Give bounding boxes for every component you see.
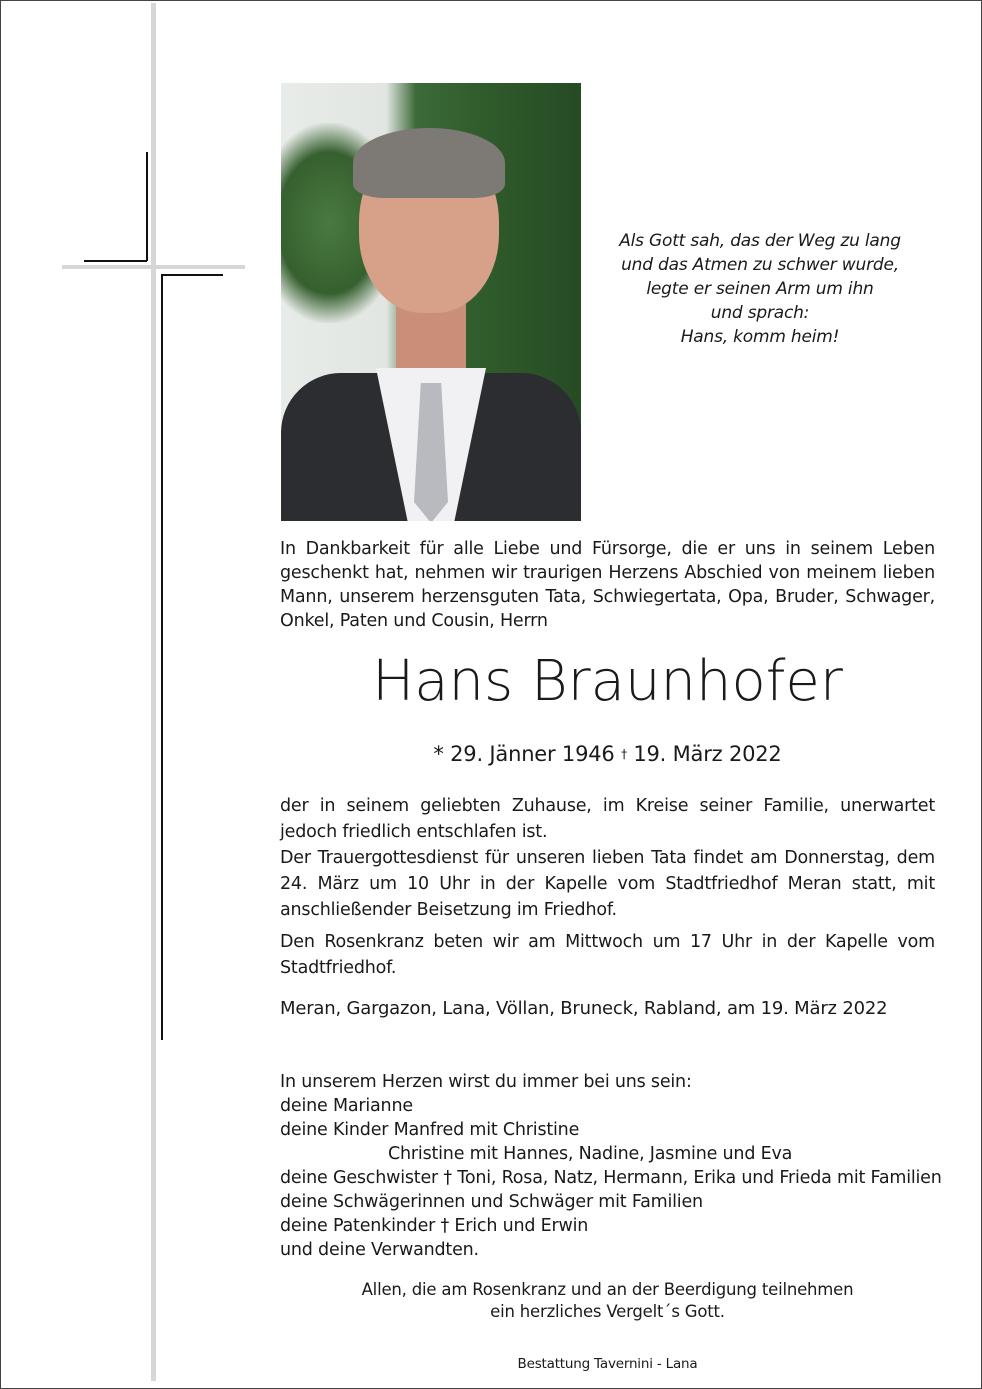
quote-line: und sprach:	[710, 303, 810, 323]
mourner-line: deine Patenkinder † Erich und Erwin	[280, 1216, 589, 1236]
quote-line: Hans, komm heim!	[680, 327, 840, 347]
portrait-photo	[281, 83, 581, 521]
quote-line: und das Atmen zu schwer wurde,	[621, 255, 899, 275]
service-details	[280, 793, 935, 981]
memorial-quote	[590, 229, 930, 349]
mourner-line: deine Marianne	[280, 1096, 413, 1116]
death-cross-mark: †	[621, 747, 627, 761]
life-dates	[280, 740, 935, 768]
passing-text: der in seinem geliebten Zuhause, im Kreise seiner Familie, unerwartet jedoch friedlich entschlafen ist.	[280, 796, 935, 842]
mourner-line: Christine mit Hannes, Nadine, Jasmine und Eva	[388, 1144, 793, 1164]
funeral-service-text: Der Trauergottesdienst für unseren lieben Tata findet am Donnerstag, dem 24. März um 10 Uhr in der Kapelle vom Stadtfriedhof Meran statt, mit anschließender Beisetzung im Friedhof.	[280, 848, 935, 920]
death-date: 19. März 2022	[633, 742, 782, 766]
thanks-line: Allen, die am Rosenkranz und an der Beerdigung teilnehmen	[361, 1280, 854, 1299]
thanks-note	[280, 1279, 935, 1323]
rosary-text: Den Rosenkranz beten wir am Mittwoch um 17 Uhr in der Kapelle vom Stadtfriedhof.	[280, 932, 935, 978]
deceased-name: Hans Braunhofer	[372, 649, 843, 714]
mourner-line: deine Geschwister † Toni, Rosa, Natz, Hermann, Erika und Frieda mit Familien	[280, 1168, 942, 1188]
birth-date: * 29. Jänner 1946	[433, 742, 615, 766]
mourners-heading: In unserem Herzen wirst du immer bei uns sein:	[280, 1072, 692, 1092]
thanks-line: ein herzliches Vergelt´s Gott.	[490, 1302, 725, 1321]
intro-paragraph: In Dankbarkeit für alle Liebe und Fürsorge, die er uns in seinem Leben geschenkt hat, nehmen wir traurigen Herzens Abschied von meinem lieben Mann, unserem herzensguten Tata, Schwiegertata, Opa, Bruder, Schwager, Onkel, Paten und Cousin, Herrn	[280, 539, 935, 631]
quote-line: Als Gott sah, das der Weg zu lang	[619, 231, 901, 251]
undertaker-credit: Bestattung Tavernini - Lana	[517, 1356, 698, 1372]
mourner-line: deine Schwägerinnen und Schwäger mit Familien	[280, 1192, 703, 1212]
mourner-line: deine Kinder Manfred mit Christine	[280, 1120, 580, 1140]
mourners-list	[280, 1070, 942, 1262]
places-and-date: Meran, Gargazon, Lana, Völlan, Bruneck, Rabland, am 19. März 2022	[280, 998, 888, 1019]
mourner-line: und deine Verwandten.	[280, 1240, 479, 1260]
quote-line: legte er seinen Arm um ihn	[646, 279, 874, 299]
